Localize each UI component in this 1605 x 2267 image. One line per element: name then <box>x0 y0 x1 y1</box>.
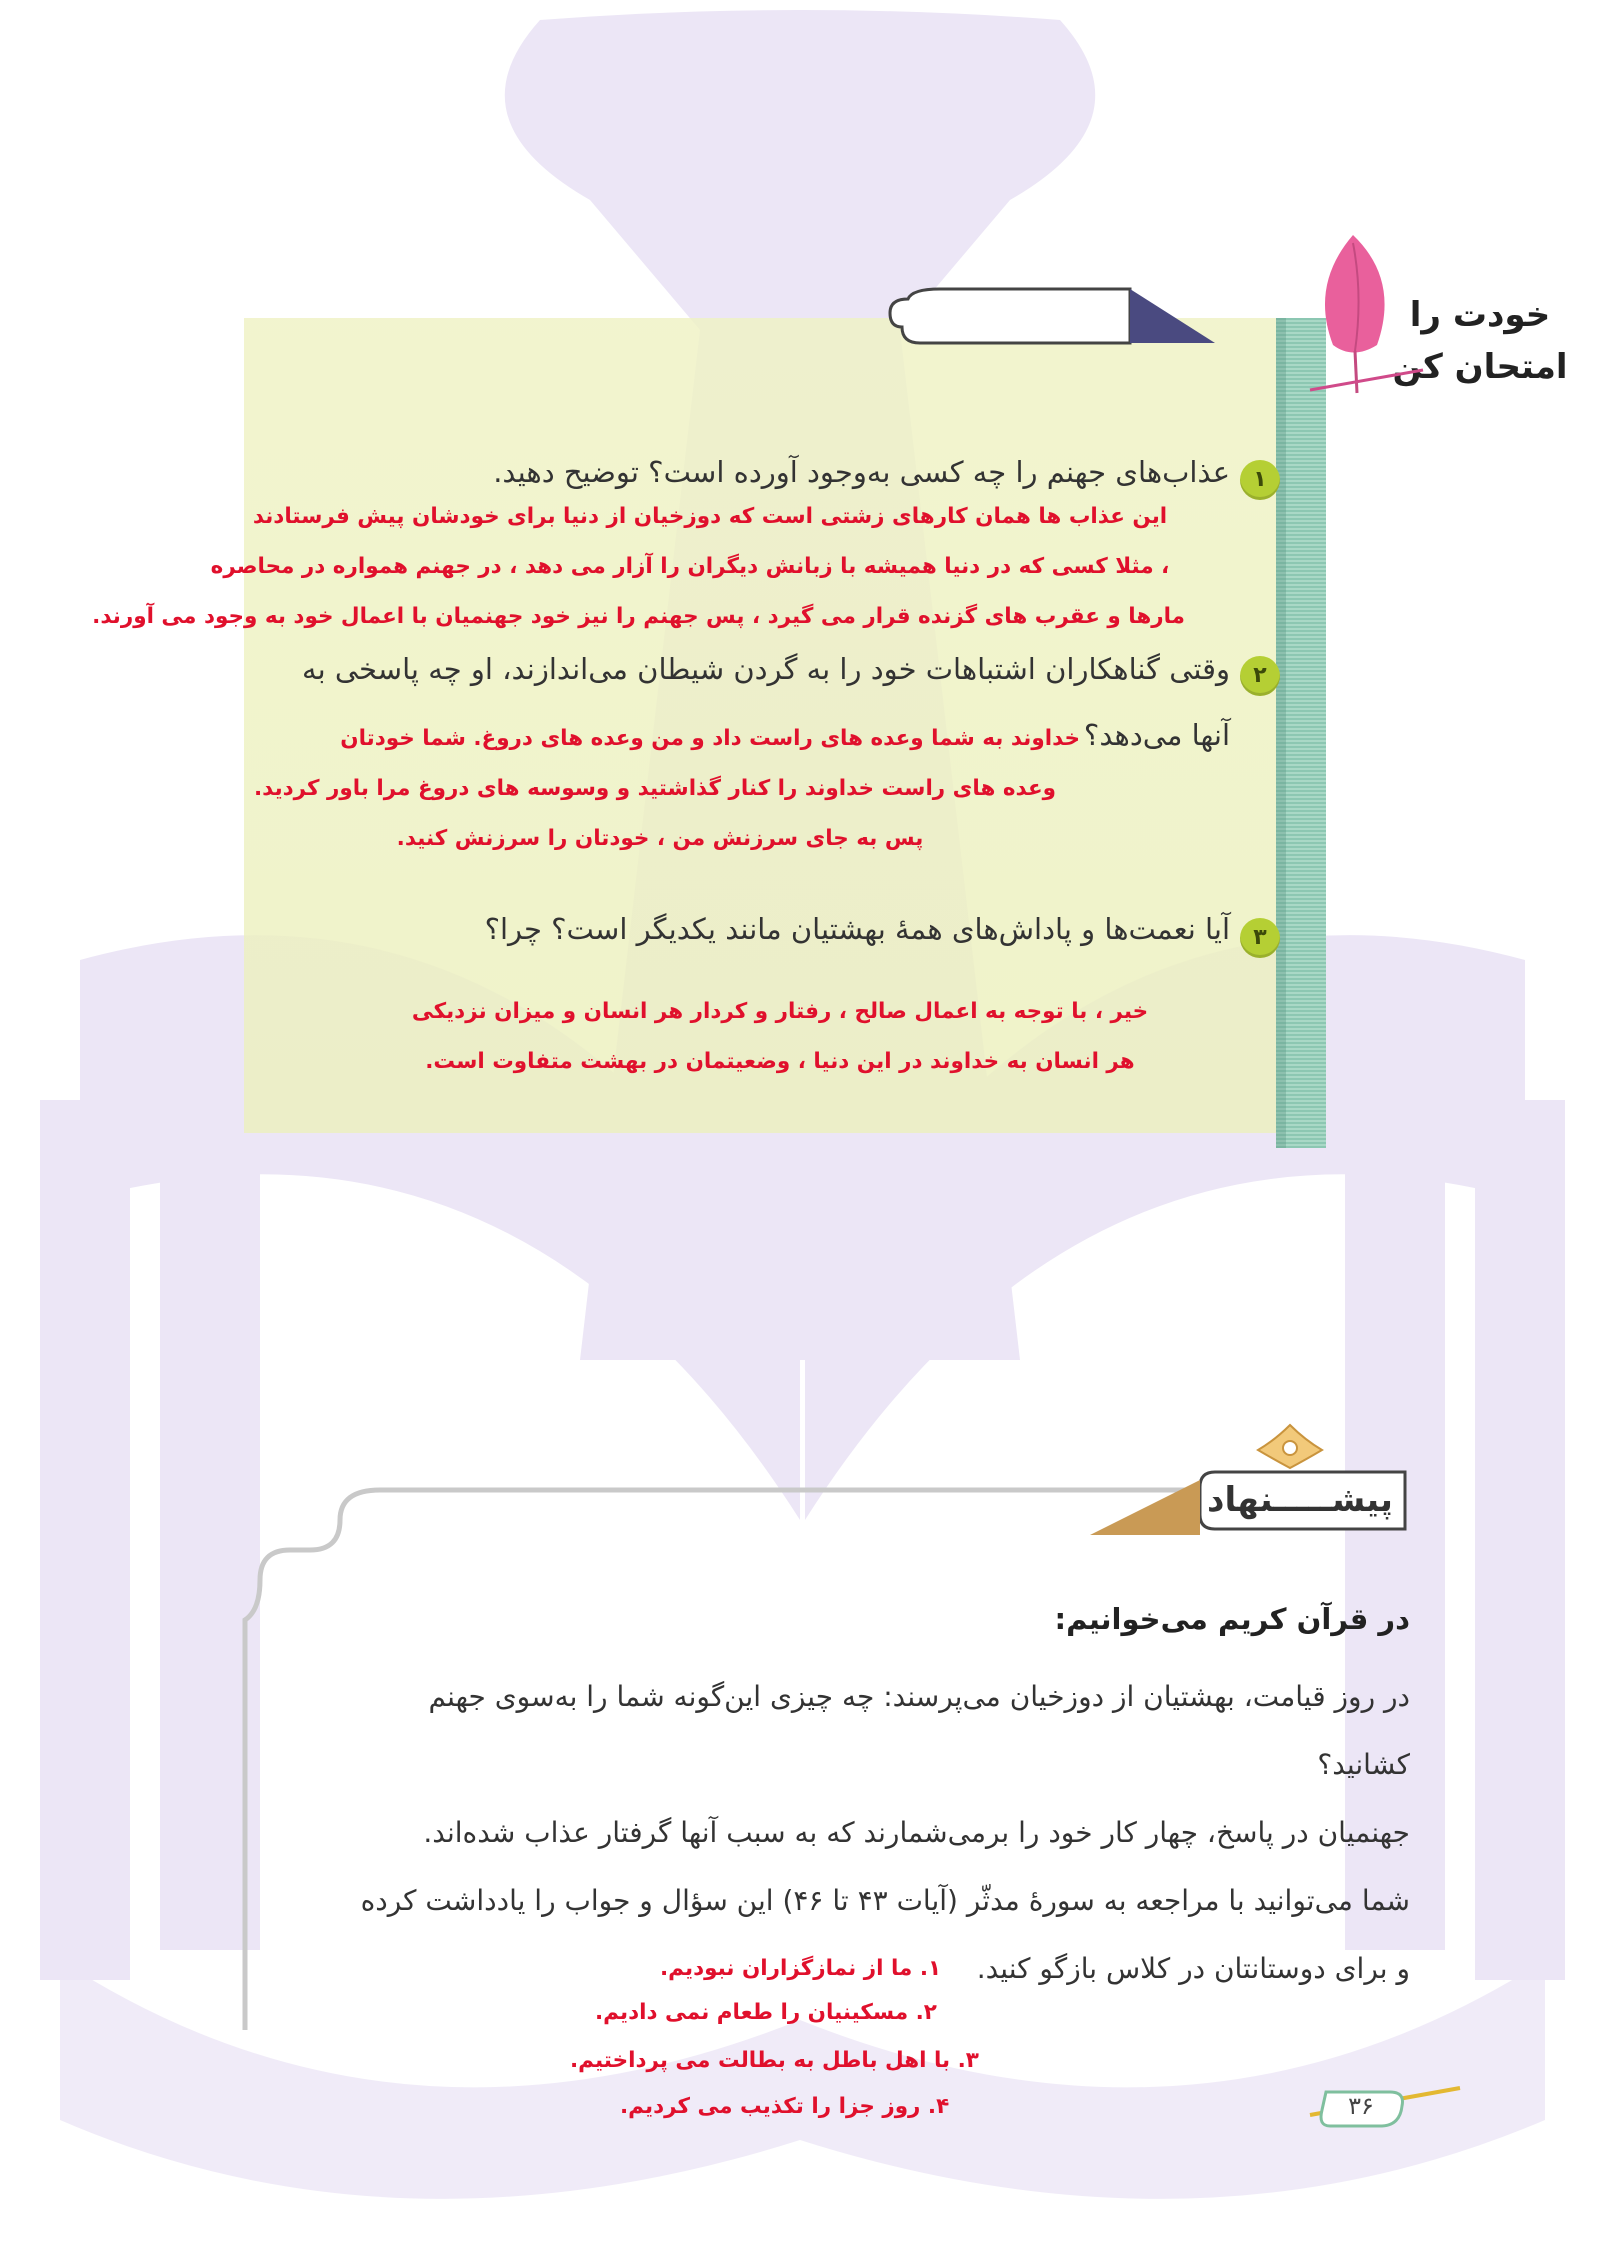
body-text-line: و برای دوستانتان در کلاس بازگو کنید. <box>976 1952 1410 1985</box>
question-text: وقتی گناهکاران اشتباهات خود را به گردن شیطان می‌اندازند، او چه پاسخی به <box>302 652 1230 686</box>
question-number: ۲ <box>1240 656 1280 696</box>
answer-line: این عذاب ها همان کارهای زشتی است که دوزخیان از دنیا برای خودشان پیش فرستادند <box>252 504 1168 529</box>
answer-line: ۴. روز جزا را تکذیب می کردیم. <box>620 2094 950 2119</box>
answer-line: پس به جای سرزنش من ، خودتان را سرزنش کنید. <box>396 826 924 851</box>
ornament-icon <box>1250 1420 1330 1470</box>
answer-line: ۲. مسکینیان را طعام نمی دادیم. <box>595 2000 937 2025</box>
subheading: در قرآن کریم می‌خوانیم: <box>1054 1602 1410 1636</box>
answer-line: ۱. ما از نمازگزاران نبودیم. <box>660 1956 942 1981</box>
question-number: ۱ <box>1240 460 1280 500</box>
question-number: ۳ <box>1240 918 1280 958</box>
body-text-line: در روز قیامت، بهشتیان از دوزخیان می‌پرسند: چه چیزی این‌گونه شما را به‌سوی جهنم <box>428 1680 1410 1713</box>
answer-line: خیر ، با توجه به اعمال صالح ، رفتار و کردار هر انسان و میزان نزدیکی <box>411 999 1149 1024</box>
question-text: عذاب‌های جهنم را چه کسی به‌وجود آورده است؟ توضیح دهید. <box>493 455 1230 489</box>
question-text: آیا نعمت‌ها و پاداش‌های همهٔ بهشتیان مانند یکدیگر است؟ چرا؟ <box>484 912 1230 946</box>
answer-line: هر انسان به خداوند در این دنیا ، وضعیتمان در بهشت متفاوت است. <box>425 1049 1135 1074</box>
sidebar-strip <box>1276 318 1326 1148</box>
question-text: آنها می‌دهد؟ <box>1083 718 1230 752</box>
answer-line: خداوند به شما وعده های راست داد و من وعده های دروغ. شما خودتان <box>340 726 1080 751</box>
answer-line: ۳. با اهل باطل به بطالت می پرداختیم. <box>570 2048 979 2073</box>
body-text-line: جهنمیان در پاسخ، چهار کار خود را برمی‌شمارند که به سبب آنها گرفتار عذاب شده‌اند. <box>423 1816 1410 1849</box>
answer-line: مارها و عقرب های گزنده قرار می گیرد ، پس جهنم را نیز خود جهنمیان با اعمال خود به وجود می آورند. <box>92 604 1185 629</box>
answer-line: وعده های راست خداوند را کنار گذاشتید و وسوسه های دروغ مرا باور کردید. <box>253 776 1057 801</box>
section-title: پیشـــــنهاد <box>1207 1480 1393 1520</box>
suggestion-tab-flag <box>1090 1480 1200 1540</box>
answer-line: ، مثلا کسی که در دنیا همیشه با زبانش دیگران را آزار می دهد ، در جهنم همواره در محاصره <box>210 554 1170 579</box>
leaf-icon <box>1305 225 1425 395</box>
section-title: خودت را امتحان کن <box>1392 295 1568 387</box>
body-text-line: کشانید؟ <box>1317 1748 1410 1781</box>
section-title-tab <box>880 283 1220 349</box>
page-number: ۳۶ <box>1348 2092 1374 2120</box>
body-text-line: شما می‌توانید با مراجعه به سورهٔ مدثّر (آیات ۴۳ تا ۴۶) این سؤال و جواب را یادداشت کرده <box>360 1884 1410 1917</box>
